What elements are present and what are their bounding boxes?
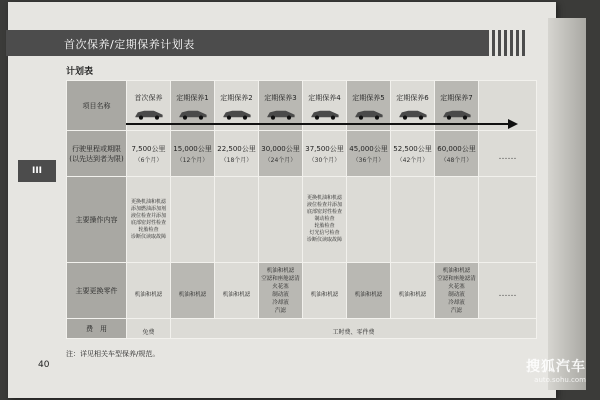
part-item: 制动液 [272,291,289,298]
period-value: （48个月） [440,156,473,164]
ops-cell [127,177,171,263]
parts-cell [215,263,259,319]
mileage-cell [435,131,479,177]
ops-item: 添加燃油添加剂 [130,205,166,212]
mileage-value: 30,000公里 [261,144,300,153]
ops-cell [303,177,347,263]
ops-item: 制动检查 [314,216,335,222]
part-item: 冷却液 [272,299,289,306]
car-icon [177,107,209,121]
part-item: 机油和机滤 [354,292,383,298]
ops-item: 诊断仪读取故障 [130,233,166,240]
car-icon [397,107,429,121]
period-value: （18个月） [220,156,253,164]
ops-cell-empty [347,177,391,263]
ops-item: 更换机油和机滤 [130,198,166,205]
page-number: 40 [38,360,50,370]
chapter-tab: III [18,160,56,182]
mileage-label-line: 行驶里程或期限 [72,144,121,153]
watermark-url: auto.sohu.com [534,376,586,384]
fee-cell [171,319,537,339]
column-title: 定期保养1 [176,94,209,102]
row-label-fee: 费 用 [67,319,127,339]
mileage-ellipsis [479,131,537,177]
ellipsis: …… [498,152,517,162]
column-title: 定期保养5 [352,94,385,102]
part-item: 火花塞 [272,283,289,290]
column-title: 定期保养2 [220,94,253,102]
table-row [67,131,537,177]
part-item: 冷却液 [448,299,465,306]
ops-item: 更换机油和机滤 [306,195,342,201]
ops-cell-empty [435,177,479,263]
part-item: 机油和机滤 [310,292,339,298]
ops-cell-empty [391,177,435,263]
ops-item: 底部密封性检查 [306,209,342,215]
ops-cell-empty [479,177,537,263]
period-value: （30个月） [308,156,341,164]
part-item: 机油和机滤 [222,292,251,298]
ops-item: 诊断仪读取故障 [306,237,342,243]
mileage-label-line: (以先达到者为限) [69,154,124,163]
part-item: 制动液 [448,291,465,298]
table-row [67,177,537,263]
part-item: 空滤和座舱滤清 [261,275,300,282]
part-item: 汽滤 [450,307,462,314]
column-title: 首次保养 [134,94,163,102]
mileage-cell [215,131,259,177]
mileage-value: 60,000公里 [437,144,476,153]
column-title: 定期保养6 [396,94,429,102]
ops-item: 液位检查并添加 [306,202,342,208]
row-label-item: 项目名称 [67,81,127,131]
ops-cell-empty [215,177,259,263]
part-item: 机油和机滤 [134,292,163,298]
part-item: 空滤和座舱滤清 [437,275,476,282]
mileage-cell [171,131,215,177]
parts-cell [127,263,171,319]
ops-item: 轮胎检查 [138,226,159,233]
ops-cell-empty [259,177,303,263]
part-item: 机油和机滤 [266,267,295,274]
watermark [526,356,586,384]
row-label-mileage [67,131,127,177]
column-title: 定期保养7 [440,94,473,102]
period-value: （6个月） [134,156,163,164]
part-item: 机油和机滤 [178,292,207,298]
car-icon [221,107,253,121]
car-icon [309,107,341,121]
car-icon [353,107,385,121]
car-icon [133,107,165,121]
page-title: 首次保养/定期保养计划表 [64,38,195,51]
mileage-value: 22,500公里 [217,144,256,153]
mileage-value: 45,000公里 [349,144,388,153]
mileage-cell [303,131,347,177]
ops-item: 液位检查并添加 [130,212,166,219]
mileage-cell [347,131,391,177]
ellipsis: …… [498,289,517,299]
car-icon [441,107,473,121]
mileage-cell [127,131,171,177]
table-row [67,263,537,319]
mileage-value: 7,500公里 [131,144,166,153]
parts-cell [259,263,303,319]
period-value: （12个月） [176,156,209,164]
mileage-value: 52,500公里 [393,144,432,153]
timeline-arrow-line [126,123,510,125]
column-title: 定期保养4 [308,94,341,102]
timeline-arrow-head [508,119,518,129]
parts-cell [303,263,347,319]
parts-cell [347,263,391,319]
header-stripes [486,30,526,56]
row-label-ops: 主要操作内容 [67,177,127,263]
fee-free: 免费 [142,329,155,336]
row-label-parts: 主要更换零件 [67,263,127,319]
mileage-cell [391,131,435,177]
period-value: （42个月） [396,156,429,164]
parts-ellipsis [479,263,537,319]
ops-item: 轮胎检查 [314,223,335,229]
mileage-value: 37,500公里 [305,144,344,153]
column-title: 定期保养3 [264,94,297,102]
parts-cell [171,263,215,319]
table-row [67,319,537,339]
next-page-edge [548,18,586,390]
part-item: 机油和机滤 [398,292,427,298]
watermark-brand: 搜狐汽车 [526,359,586,375]
parts-cell [391,263,435,319]
ops-item: 灯光信号检查 [309,230,340,236]
ops-item: 底部密封性检查 [130,219,166,226]
part-item: 机油和机滤 [442,267,471,274]
parts-cell [435,263,479,319]
period-value: （36个月） [352,156,385,164]
ops-cell-empty [171,177,215,263]
fee-cell [127,319,171,339]
mileage-cell [259,131,303,177]
footnote: 注：详见相关车型保养/规范。 [66,350,160,358]
fee-labor-parts: 工时费、零件费 [332,329,375,336]
section-title: 计划表 [66,67,94,77]
period-value: （24个月） [264,156,297,164]
mileage-value: 15,000公里 [173,144,212,153]
part-item: 火花塞 [448,283,465,290]
maintenance-plan-table [66,80,537,339]
part-item: 汽滤 [274,307,286,314]
car-icon [265,107,297,121]
